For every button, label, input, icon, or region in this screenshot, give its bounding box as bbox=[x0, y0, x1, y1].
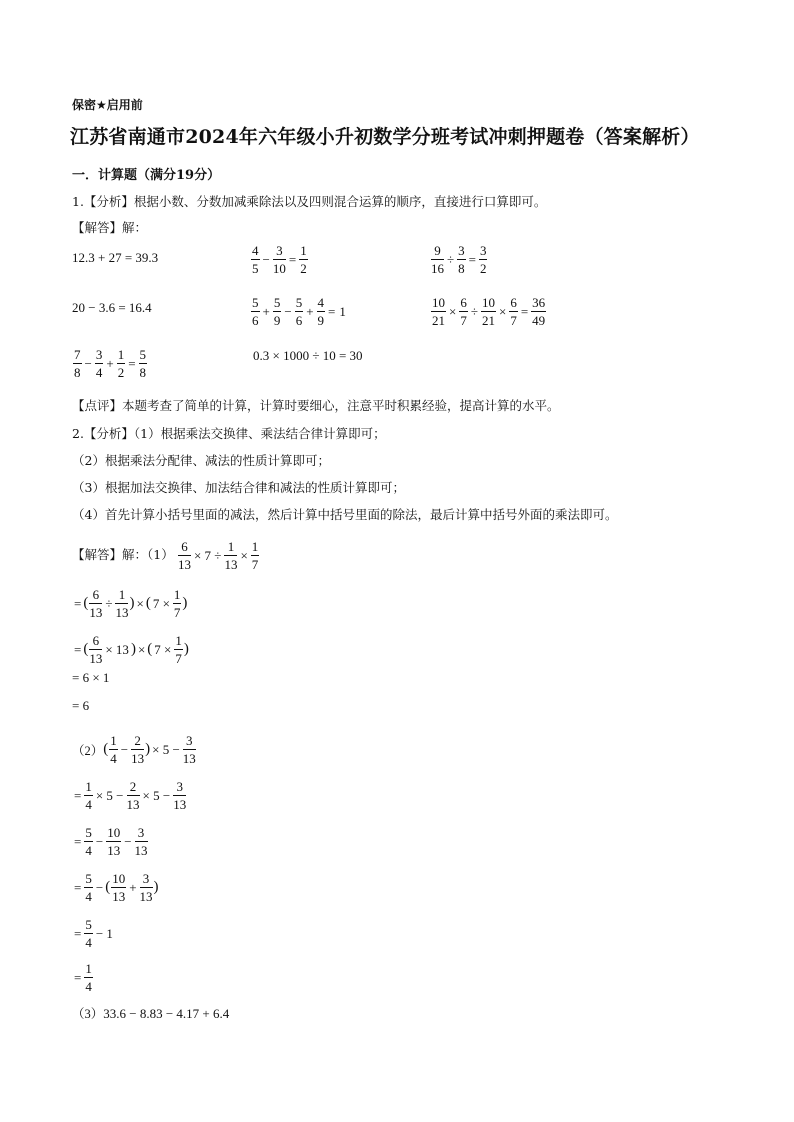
q1-eq-4: 20 − 3.6 = 16.4 bbox=[72, 300, 152, 315]
q2-part1-step3: = 6 × 1 bbox=[72, 670, 110, 685]
q2-part2-step4: = $\frac{5}{4}$ − 1 bbox=[74, 917, 113, 950]
q2-part1-step2: = ( $\frac{6}{13}$ × 13 ) × ( 7 × $\frac{1}{7}$ ) bbox=[74, 633, 189, 666]
q2-analysis-4: （4）首先计算小括号里面的减法，然后计算中括号里面的除法，最后计算中括号外面的乘法即可。 bbox=[72, 507, 618, 522]
q1-eq-3: $\frac{9}{16}$ ÷ $\frac{3}{8}$ = $\frac{3}{2}$ bbox=[431, 243, 487, 276]
page-title: 江苏省南通市2024年六年级小升初数学分班考试冲刺押题卷（答案解析） bbox=[70, 126, 700, 148]
q2-analysis-3: （3）根据加法交换律、加法结合律和减法的性质计算即可； bbox=[72, 480, 405, 495]
q2-part2-expr: （2）( $\frac{1}{4}$ − $\frac{2}{13}$ ) × 5 − $\frac{3}{13}$ bbox=[72, 733, 196, 766]
q2-part2-step3: = $\frac{5}{4}$ − ( $\frac{10}{13}$ + $\frac{3}{13}$ ) bbox=[74, 871, 159, 904]
q1-eq-1: 12.3 + 27 = 39.3 bbox=[72, 250, 159, 265]
q1-answer-label: 【解答】解： bbox=[72, 220, 148, 235]
q1-comment: 【点评】本题考查了简单的计算，计算时要细心，注意平时积累经验，提高计算的水平。 bbox=[72, 398, 560, 413]
q2-part3-label: （3） bbox=[72, 1007, 104, 1021]
q1-eq-5: $\frac{5}{6}$ + $\frac{5}{9}$ − $\frac{5}{6}$ + $\frac{4}{9}$ = 1 bbox=[252, 295, 346, 328]
section-heading: 一．计算题（满分19分） bbox=[72, 168, 221, 183]
q2-part1-step1: = ( $\frac{6}{13}$ ÷ $\frac{1}{13}$ ) × ( 7 × $\frac{1}{7}$ ) bbox=[74, 587, 188, 620]
q2-analysis: 2.【分析】（1）根据乘法交换律、乘法结合律计算即可； bbox=[72, 426, 386, 441]
q2-answer-label: 【解答】解：（1） bbox=[72, 546, 174, 562]
q2-analysis-2: （2）根据乘法分配律、减法的性质计算即可； bbox=[72, 453, 330, 468]
q2-part2-label: （2） bbox=[72, 743, 104, 758]
q2-part3-expr bbox=[72, 1004, 229, 1022]
q2-part3-expression: 33.6 − 8.83 − 4.17 + 6.4 bbox=[103, 1006, 230, 1021]
q2-part2-step2: = $\frac{5}{4}$ − $\frac{10}{13}$ − $\frac{3}{13}$ bbox=[74, 825, 148, 858]
q2-part1-result: = 6 bbox=[72, 698, 90, 713]
confidential-label: 保密★启用前 bbox=[72, 98, 143, 112]
q1-analysis: 1.【分析】根据小数、分数加减乘除法以及四则混合运算的顺序，直接进行口算即可。 bbox=[72, 194, 547, 209]
q1-eq-6: $\frac{10}{21}$ × $\frac{6}{7}$ ÷ $\frac{10}{21}$ × $\frac{6}{7}$ = $\frac{36}{49}$ bbox=[432, 295, 546, 328]
q1-eq-8: 0.3 × 1000 ÷ 10 = 30 bbox=[253, 348, 363, 363]
q2-part2-step1: = $\frac{1}{4}$ × 5 − $\frac{2}{13}$ × 5 − $\frac{3}{13}$ bbox=[74, 779, 187, 812]
q2-part1-expr: 【解答】解：（1） $\frac{6}{13}$ × 7 ÷ $\frac{1}{13}$ × $\frac{1}{7}$ bbox=[72, 539, 259, 572]
q1-eq-7: $\frac{7}{8}$ − $\frac{3}{4}$ + $\frac{1}{2}$ = $\frac{5}{8}$ bbox=[74, 347, 147, 380]
q1-eq-2: $\frac{4}{5}$ − $\frac{3}{10}$ = $\frac{1}{2}$ bbox=[252, 243, 307, 276]
q2-part2-result: = $\frac{1}{4}$ bbox=[74, 961, 92, 994]
